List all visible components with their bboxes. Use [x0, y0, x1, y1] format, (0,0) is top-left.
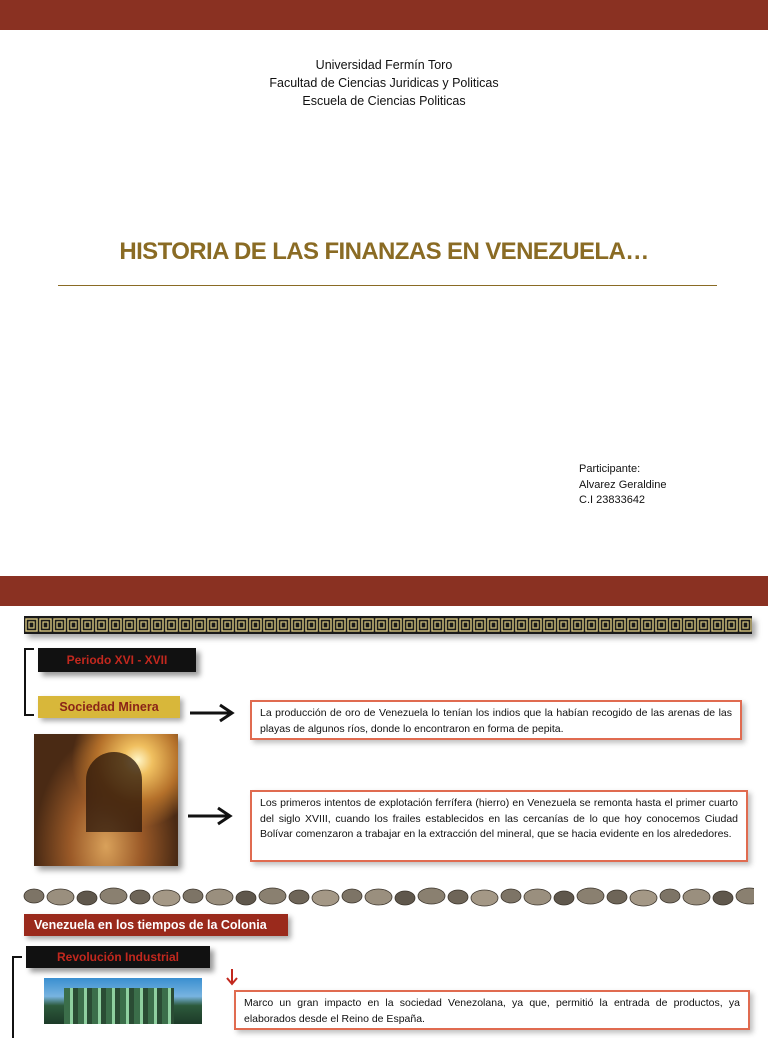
gold-production-text: La producción de oro de Venezuela lo tenían los indios que la habían recogido de las arenas de las playas de algunos ríos, donde lo encontraron en forma de pepita.: [250, 700, 742, 740]
period-label: Periodo XVI - XVII: [38, 648, 196, 672]
greek-key-border: [24, 616, 752, 634]
down-arrow-icon: [226, 968, 238, 991]
right-arrow-icon: [188, 703, 236, 723]
stone-border: [20, 884, 754, 912]
period-bracket: [24, 648, 34, 716]
colonia-label: Venezuela en los tiempos de la Colonia: [24, 914, 288, 936]
industrial-revolution-text: Marco un gran impacto en la sociedad Venezolana, ya que, permitió la entrada de productos, ya elaborados desde el Reino de España.: [234, 990, 750, 1030]
title-underline: [58, 285, 717, 286]
mine-tunnel-photo: [34, 734, 178, 866]
faculty-name: Facultad de Ciencias Juridicas y Politicas: [269, 76, 499, 90]
page-title: HISTORIA DE LAS FINANZAS EN VENEZUELA…: [119, 238, 649, 265]
revolution-bracket: [12, 956, 22, 1038]
slide2-top-bar: [0, 576, 768, 606]
participant-ci: C.I 23833642: [579, 494, 646, 506]
revolucion-label: Revolución Industrial: [26, 946, 210, 968]
iron-exploitation-text: Los primeros intentos de explotación ferrífera (hierro) en Venezuela se remonta hasta el primer cuarto del siglo XVIII, cuando los frailes establecidos en las cercanías de lo que hoy conocemos Ciudad Bolívar comenzaron a trabajar en la extracción del mineral, que se hacia evidente en los alrededores.: [250, 790, 748, 862]
right-arrow-icon: [186, 806, 234, 826]
university-name: Universidad Fermín Toro: [315, 58, 453, 72]
participant-name: Alvarez Geraldine: [579, 478, 667, 491]
sociedad-minera-label: Sociedad Minera: [38, 696, 180, 718]
school-name: Escuela de Ciencias Politicas: [302, 94, 466, 108]
industrial-plant-photo: [44, 978, 202, 1024]
participant-label: Participante:: [579, 463, 641, 475]
participant-block: [579, 462, 666, 509]
slide1-top-bar: [0, 0, 768, 30]
